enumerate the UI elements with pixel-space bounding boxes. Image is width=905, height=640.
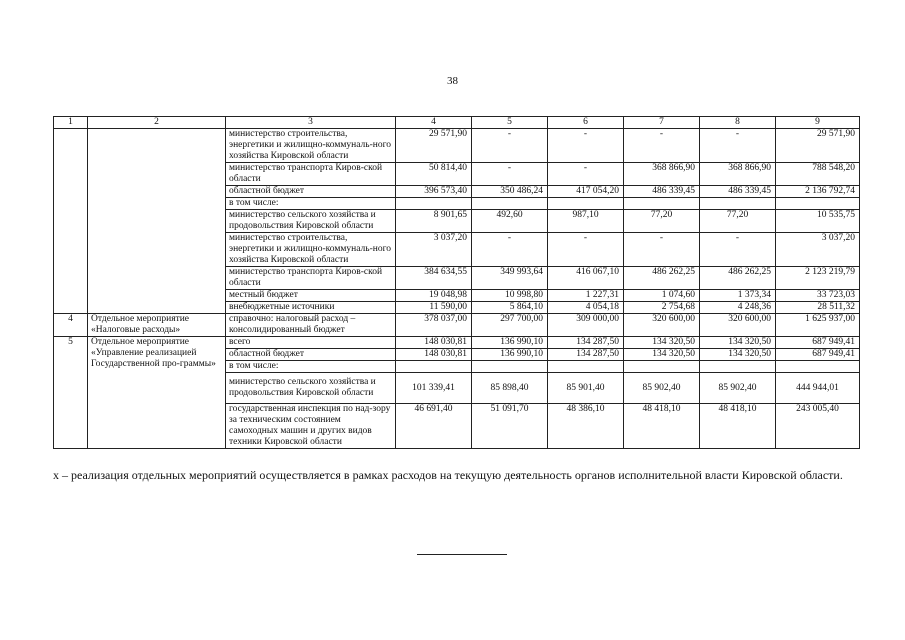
value-cell: 1 373,34	[700, 290, 776, 302]
value-cell: 11 590,00	[396, 302, 472, 314]
value-cell: 29 571,90	[396, 129, 472, 163]
value-cell: 10 535,75	[776, 210, 860, 233]
value-cell: 85 898,40	[472, 373, 548, 404]
measure-name-cell: Отдельное мероприятие «Управление реализацией Государственной про-граммы»	[88, 337, 226, 449]
col-header: 6	[548, 117, 624, 129]
value-cell: 46 691,40	[396, 404, 472, 449]
value-cell	[700, 198, 776, 210]
funding-source: министерство сельского хозяйства и продовольствия Кировской области	[226, 373, 396, 404]
value-cell: -	[548, 233, 624, 267]
value-cell: 48 418,10	[700, 404, 776, 449]
value-cell	[396, 198, 472, 210]
col-header: 8	[700, 117, 776, 129]
value-cell: 134 320,50	[700, 337, 776, 349]
value-cell: 29 571,90	[776, 129, 860, 163]
value-cell: 309 000,00	[548, 314, 624, 337]
value-cell: 349 993,64	[472, 267, 548, 290]
value-cell: 368 866,90	[624, 163, 700, 186]
financing-table	[53, 116, 860, 449]
col-header: 3	[226, 117, 396, 129]
value-cell: 134 287,50	[548, 349, 624, 361]
value-cell: 486 262,25	[700, 267, 776, 290]
value-cell: 320 600,00	[700, 314, 776, 337]
value-cell: 243 005,40	[776, 404, 860, 449]
value-cell: 51 091,70	[472, 404, 548, 449]
funding-source: местный бюджет	[226, 290, 396, 302]
value-cell: 2 754,68	[624, 302, 700, 314]
footer-rule	[417, 554, 507, 555]
value-cell: 48 418,10	[624, 404, 700, 449]
value-cell: 687 949,41	[776, 337, 860, 349]
value-cell: 444 944,01	[776, 373, 860, 404]
value-cell: -	[472, 233, 548, 267]
value-cell: 2 136 792,74	[776, 186, 860, 198]
value-cell: -	[700, 129, 776, 163]
measure-name-cell: Отдельное мероприятие «Налоговые расходы»	[88, 314, 226, 337]
row-no-cell: 5	[54, 337, 88, 449]
value-cell: -	[548, 129, 624, 163]
value-cell: 4 054,18	[548, 302, 624, 314]
value-cell: 134 320,50	[624, 349, 700, 361]
value-cell: 417 054,20	[548, 186, 624, 198]
page-number: 38	[447, 75, 458, 87]
value-cell	[472, 361, 548, 373]
value-cell: 5 864,10	[472, 302, 548, 314]
col-header: 4	[396, 117, 472, 129]
value-cell: -	[624, 233, 700, 267]
value-cell	[472, 198, 548, 210]
col-header: 5	[472, 117, 548, 129]
value-cell: 492,60	[472, 210, 548, 233]
value-cell: 486 339,45	[624, 186, 700, 198]
col-header: 1	[54, 117, 88, 129]
value-cell: 148 030,81	[396, 349, 472, 361]
funding-source: министерство строительства, энергетики и жилищно-коммуналь-ного хозяйства Кировской области	[226, 129, 396, 163]
value-cell: 1 074,60	[624, 290, 700, 302]
value-cell	[624, 198, 700, 210]
value-cell: 297 700,00	[472, 314, 548, 337]
value-cell: 136 990,10	[472, 349, 548, 361]
value-cell: 396 573,40	[396, 186, 472, 198]
footnote: х – реализация отдельных мероприятий осуществляется в рамках расходов на текущую деятельность органов исполнительной власти Кировской области.	[53, 468, 843, 482]
funding-source: справочно: налоговый расход – консолидированный бюджет	[226, 314, 396, 337]
funding-source: министерство строительства, энергетики и жилищно-коммуналь-ного хозяйства Кировской области	[226, 233, 396, 267]
value-cell	[548, 361, 624, 373]
value-cell: 987,10	[548, 210, 624, 233]
value-cell: 134 320,50	[700, 349, 776, 361]
value-cell: 1 625 937,00	[776, 314, 860, 337]
value-cell	[396, 361, 472, 373]
value-cell: 384 634,55	[396, 267, 472, 290]
value-cell: 3 037,20	[776, 233, 860, 267]
value-cell: 19 048,98	[396, 290, 472, 302]
row-no-cell	[54, 129, 88, 314]
value-cell: 368 866,90	[700, 163, 776, 186]
funding-source: министерство сельского хозяйства и продовольствия Кировской области	[226, 210, 396, 233]
col-header: 2	[88, 117, 226, 129]
table-row	[54, 314, 860, 337]
value-cell: 3 037,20	[396, 233, 472, 267]
value-cell: 320 600,00	[624, 314, 700, 337]
funding-source: областной бюджет	[226, 349, 396, 361]
value-cell: -	[472, 129, 548, 163]
value-cell: 8 901,65	[396, 210, 472, 233]
table-row	[54, 337, 860, 349]
value-cell: 2 123 219,79	[776, 267, 860, 290]
funding-source: государственная инспекция по над-зору за техническим состоянием самоходных машин и других видов техники Кировской области	[226, 404, 396, 449]
value-cell	[700, 361, 776, 373]
col-header: 9	[776, 117, 860, 129]
value-cell: 416 067,10	[548, 267, 624, 290]
value-cell: 85 902,40	[624, 373, 700, 404]
value-cell: 350 486,24	[472, 186, 548, 198]
value-cell: 10 998,80	[472, 290, 548, 302]
value-cell	[548, 198, 624, 210]
value-cell: 33 723,03	[776, 290, 860, 302]
funding-source: областной бюджет	[226, 186, 396, 198]
value-cell: 378 037,00	[396, 314, 472, 337]
col-header: 7	[624, 117, 700, 129]
value-cell: -	[700, 233, 776, 267]
value-cell	[776, 198, 860, 210]
value-cell: 788 548,20	[776, 163, 860, 186]
value-cell: 134 320,50	[624, 337, 700, 349]
value-cell: 28 511,32	[776, 302, 860, 314]
funding-source: в том числе:	[226, 361, 396, 373]
funding-source: всего	[226, 337, 396, 349]
value-cell: 486 262,25	[624, 267, 700, 290]
value-cell: 486 339,45	[700, 186, 776, 198]
value-cell: 1 227,31	[548, 290, 624, 302]
value-cell: 148 030,81	[396, 337, 472, 349]
value-cell: -	[548, 163, 624, 186]
value-cell: 134 287,50	[548, 337, 624, 349]
value-cell: 85 901,40	[548, 373, 624, 404]
funding-source: в том числе:	[226, 198, 396, 210]
table-row	[54, 129, 860, 163]
column-number-row	[54, 117, 860, 129]
funding-source: министерство транспорта Киров-ской области	[226, 267, 396, 290]
value-cell: 101 339,41	[396, 373, 472, 404]
value-cell: 50 814,40	[396, 163, 472, 186]
value-cell	[624, 361, 700, 373]
row-no-cell: 4	[54, 314, 88, 337]
value-cell: 687 949,41	[776, 349, 860, 361]
value-cell: -	[624, 129, 700, 163]
funding-source: министерство транспорта Киров-ской области	[226, 163, 396, 186]
value-cell: 85 902,40	[700, 373, 776, 404]
value-cell: 77,20	[624, 210, 700, 233]
value-cell: -	[472, 163, 548, 186]
value-cell	[776, 361, 860, 373]
value-cell: 77,20	[700, 210, 776, 233]
measure-name-cell	[88, 129, 226, 314]
funding-source: внебюджетные источники	[226, 302, 396, 314]
value-cell: 136 990,10	[472, 337, 548, 349]
value-cell: 4 248,36	[700, 302, 776, 314]
value-cell: 48 386,10	[548, 404, 624, 449]
